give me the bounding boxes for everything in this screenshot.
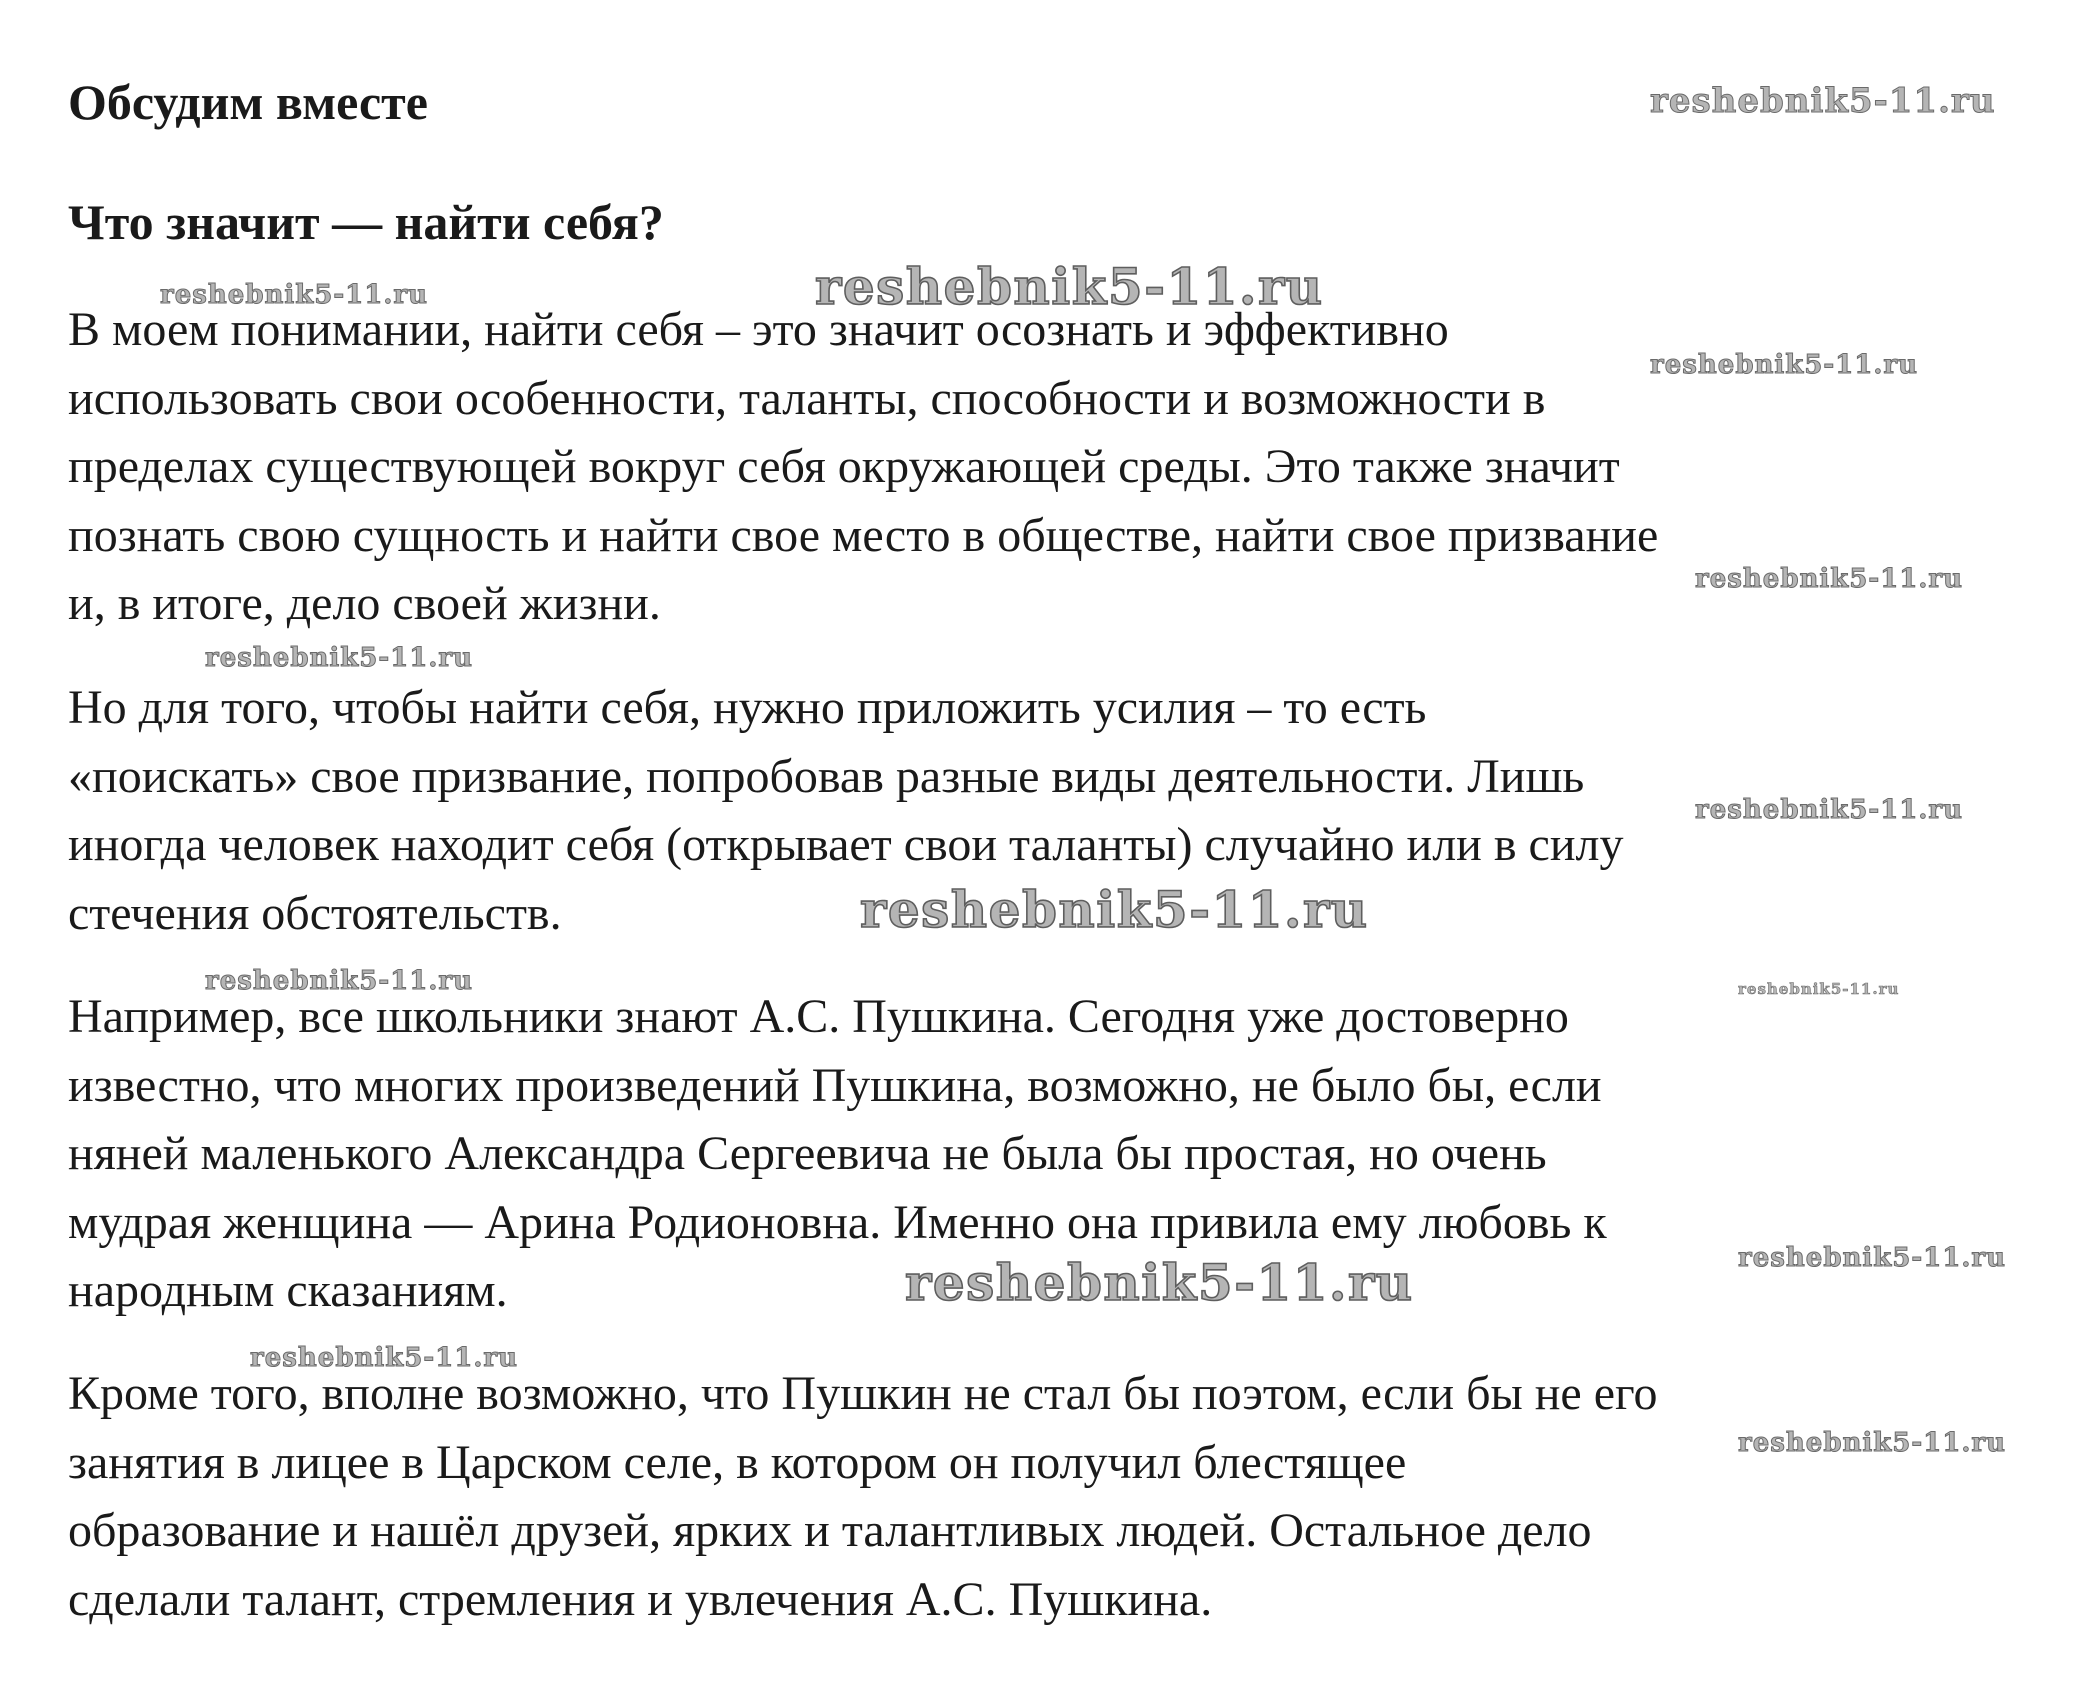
text-line: стечения обстоятельств. xyxy=(68,886,562,940)
text-line: пределах существующей вокруг себя окружающей среды. Это также значит xyxy=(68,440,1620,493)
text-line: Но для того, чтобы найти себя, нужно приложить усилия – то есть xyxy=(68,681,1427,734)
text-line: иногда человек находит себя (открывает свои таланты) случайно или в силу xyxy=(68,818,1624,871)
question-heading: Что значит — найти себя? xyxy=(68,194,664,250)
watermark: reshebnik5-11.ru xyxy=(1738,980,1900,998)
text-line: использовать свои особенности, таланты, способности и возможности в xyxy=(68,371,1546,425)
text-line: и, в итоге, дело своей жизни. xyxy=(68,577,661,630)
text-line: В моем понимании, найти себя – это значит осознать и эффективно xyxy=(68,303,1449,356)
watermark: reshebnik5-11.ru xyxy=(815,257,1324,316)
watermark: reshebnik5-11.ru xyxy=(1650,81,1996,121)
watermark: reshebnik5-11.ru xyxy=(160,280,429,310)
paragraph-2 xyxy=(68,674,2028,948)
text-line: познать свою сущность и найти свое место в обществе, найти свое призвание xyxy=(68,508,1659,562)
watermark: reshebnik5-11.ru xyxy=(1738,1428,2007,1458)
text-line: сделали талант, стремления и увлечения А.С. Пушкина. xyxy=(68,1572,1213,1626)
text-line: народным сказаниям. xyxy=(68,1264,508,1317)
watermark: reshebnik5-11.ru xyxy=(250,1343,519,1373)
text-line: занятия в лицее в Царском селе, в котором он получил блестящее xyxy=(68,1435,1407,1489)
paragraph-1 xyxy=(68,296,2028,639)
watermark: reshebnik5-11.ru xyxy=(205,643,474,673)
watermark: reshebnik5-11.ru xyxy=(205,966,474,996)
text-line: Например, все школьники знают А.С. Пушкина. Сегодня уже достоверно xyxy=(68,990,1569,1043)
watermark: reshebnik5-11.ru xyxy=(860,880,1369,939)
watermark: reshebnik5-11.ru xyxy=(1650,350,1919,380)
watermark: reshebnik5-11.ru xyxy=(1695,564,1964,594)
text-line: образование и нашёл друзей, ярких и талантливых людей. Остальное дело xyxy=(68,1504,1592,1557)
paragraph-4 xyxy=(68,1360,2028,1634)
watermark: reshebnik5-11.ru xyxy=(1738,1243,2007,1273)
text-line: няней маленького Александра Сергеевича не была бы простая, но очень xyxy=(68,1127,1547,1180)
watermark: reshebnik5-11.ru xyxy=(905,1253,1414,1312)
section-title: Обсудим вместе xyxy=(68,74,428,130)
text-line: Кроме того, вполне возможно, что Пушкин не стал бы поэтом, если бы не его xyxy=(68,1367,1658,1420)
watermark: reshebnik5-11.ru xyxy=(1695,795,1964,825)
text-line: известно, что многих произведений Пушкина, возможно, не было бы, если xyxy=(68,1058,1602,1112)
text-line: мудрая женщина — Арина Родионовна. Именно она привила ему любовь к xyxy=(68,1195,1607,1249)
text-line: «поискать» свое призвание, попробовав разные виды деятельности. Лишь xyxy=(68,749,1585,803)
